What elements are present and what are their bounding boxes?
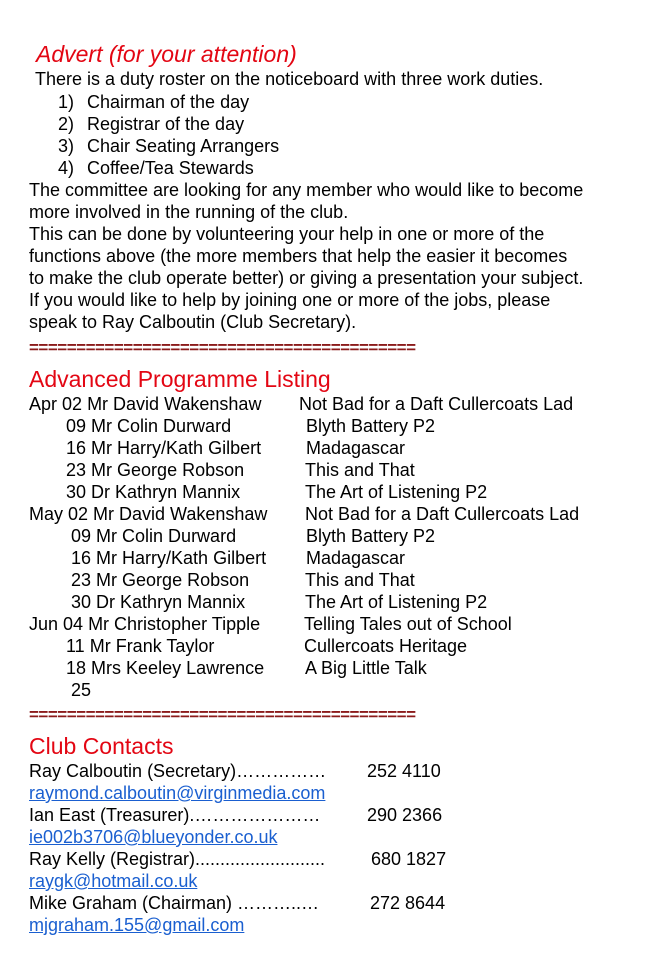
duty-item — [58, 157, 254, 179]
programme-speaker: Mr Frank Taylor — [89, 636, 215, 656]
programme-title: Madagascar — [306, 548, 406, 568]
contact-phone: 272 8644 — [370, 893, 446, 913]
programme-row — [71, 547, 406, 569]
body-line: to make the club operate better) or giving a presentation your subject. — [29, 268, 584, 288]
contact-phone: 252 4110 — [367, 761, 441, 781]
programme-row — [66, 459, 415, 481]
programme-speaker: Mr George Robson — [91, 460, 245, 480]
programme-title: Blyth Battery P2 — [306, 526, 436, 546]
programme-row — [71, 591, 488, 613]
programme-date: 09 — [66, 416, 87, 436]
programme-date: 30 — [71, 592, 92, 612]
contact-name: Ian East (Treasurer).………………… — [29, 805, 321, 825]
duty-number: 3) — [58, 136, 75, 156]
section-divider: ========================================= — [29, 705, 416, 724]
body-line: more involved in the running of the club. — [29, 202, 349, 222]
duty-number: 1) — [58, 92, 75, 112]
programme-title: Madagascar — [306, 438, 406, 458]
programme-speaker: Mr George Robson — [96, 570, 250, 590]
programme-row — [71, 525, 436, 547]
duty-label: Registrar of the day — [87, 114, 245, 134]
programme-heading: Advanced Programme Listing — [29, 366, 331, 392]
programme-date: 09 — [71, 526, 92, 546]
body-line: If you would like to help by joining one or more of the jobs, please — [29, 290, 551, 310]
duty-item — [58, 113, 245, 135]
programme-title: This and That — [305, 460, 415, 480]
body-line: functions above (the more members that help the easier it becomes — [29, 246, 568, 266]
programme-row — [29, 613, 512, 635]
duty-number: 4) — [58, 158, 75, 178]
contact-email-link[interactable]: raygk@hotmail.co.uk — [29, 871, 198, 891]
contact-email-link[interactable]: raymond.calboutin@virginmedia.com — [29, 783, 326, 803]
programme-speaker: Mr David Wakenshaw — [87, 394, 262, 414]
programme-title: The Art of Listening P2 — [305, 482, 488, 502]
programme-speaker: Mr Colin Durward — [96, 526, 237, 546]
programme-title: Not Bad for a Daft Cullercoats Lad — [305, 504, 580, 524]
programme-row — [66, 415, 436, 437]
programme-title: Cullercoats Heritage — [304, 636, 468, 656]
programme-date: Apr 02 — [29, 394, 83, 414]
programme-speaker: Mr Harry/Kath Gilbert — [96, 548, 267, 568]
programme-title: Telling Tales out of School — [304, 614, 512, 634]
programme-date: 23 — [66, 460, 87, 480]
programme-title: A Big Little Talk — [305, 658, 427, 678]
duty-number: 2) — [58, 114, 75, 134]
programme-date: 11 — [66, 636, 85, 656]
programme-title: The Art of Listening P2 — [305, 592, 488, 612]
body-line: speak to Ray Calboutin (Club Secretary). — [29, 312, 357, 332]
programme-date: Jun 04 — [29, 614, 84, 634]
body-line: The committee are looking for any member who would like to become — [29, 180, 584, 200]
contact-phone: 680 1827 — [371, 849, 447, 869]
contacts-heading: Club Contacts — [29, 733, 174, 759]
programme-speaker: Mr David Wakenshaw — [93, 504, 268, 524]
contact-email-link[interactable]: mjgraham.155@gmail.com — [29, 915, 245, 935]
programme-speaker: Mrs Keeley Lawrence — [91, 658, 265, 678]
programme-speaker: Dr Kathryn Mannix — [91, 482, 241, 502]
programme-row — [71, 679, 91, 701]
programme-speaker: Mr Colin Durward — [91, 416, 232, 436]
programme-date: 18 — [66, 658, 87, 678]
section-divider: ========================================= — [29, 338, 416, 357]
programme-date: 16 — [66, 438, 87, 458]
programme-title: Blyth Battery P2 — [306, 416, 436, 436]
programme-row — [71, 569, 415, 591]
programme-speaker: Mr Harry/Kath Gilbert — [91, 438, 262, 458]
contact-phone: 290 2366 — [367, 805, 443, 825]
programme-row — [29, 393, 574, 415]
contact-name: Ray Calboutin (Secretary)…………… — [29, 761, 327, 781]
body-line: This can be done by volunteering your help in one or more of the — [29, 224, 545, 244]
programme-speaker: Dr Kathryn Mannix — [96, 592, 246, 612]
contact-name: Mike Graham (Chairman) ………..… — [29, 893, 320, 913]
contact-name: Ray Kelly (Registrar).......................... — [29, 849, 326, 869]
programme-title: Not Bad for a Daft Cullercoats Lad — [299, 394, 574, 414]
duty-item — [58, 91, 250, 113]
programme-row — [66, 657, 427, 679]
programme-row — [66, 437, 406, 459]
duty-label: Coffee/Tea Stewards — [87, 158, 254, 178]
programme-date: 23 — [71, 570, 92, 590]
programme-title: This and That — [305, 570, 415, 590]
programme-row — [66, 635, 468, 657]
programme-date: 30 — [66, 482, 87, 502]
advert-heading: Advert (for your attention) — [36, 41, 297, 67]
programme-date: 25 — [71, 680, 92, 700]
programme-row — [66, 481, 488, 503]
duty-label: Chairman of the day — [87, 92, 250, 112]
programme-date: 16 — [71, 548, 92, 568]
contact-email-link[interactable]: ie002b3706@blueyonder.co.uk — [29, 827, 278, 847]
programme-speaker: Mr Christopher Tipple — [88, 614, 261, 634]
duty-item — [58, 135, 280, 157]
programme-row — [29, 503, 580, 525]
programme-date: May 02 — [29, 504, 89, 524]
duty-label: Chair Seating Arrangers — [87, 136, 280, 156]
advert-intro: There is a duty roster on the noticeboard with three work duties. — [35, 69, 544, 89]
